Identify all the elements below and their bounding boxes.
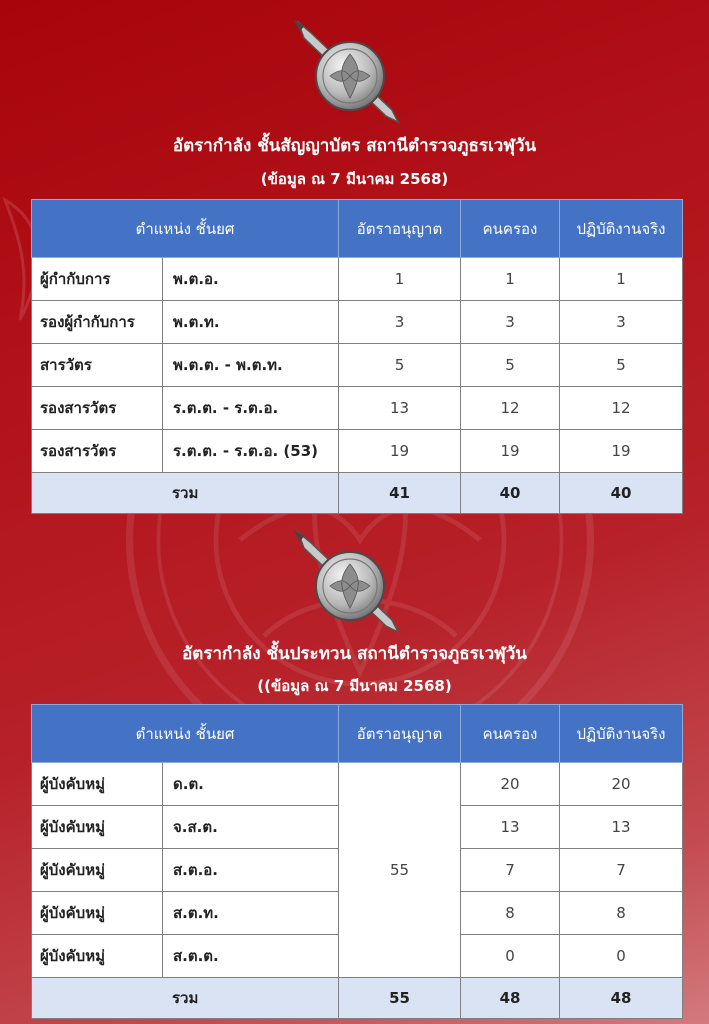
header-allowed: อัตราอนุญาต	[339, 200, 461, 258]
position-cell: รองผู้กำกับการ	[32, 301, 163, 344]
table-row	[32, 344, 683, 387]
police-shield-emblem	[290, 18, 420, 128]
commissioned-staffing-table	[31, 199, 683, 514]
header-allowed: อัตราอนุญาต	[339, 705, 461, 763]
table-header-row	[32, 705, 683, 763]
header-position-rank: ตำแหน่ง ชั้นยศ	[32, 705, 339, 763]
rank-cell: พ.ต.ต. - พ.ต.ท.	[163, 344, 339, 387]
rank-cell: ด.ต.	[163, 763, 339, 806]
rank-cell: ส.ต.อ.	[163, 849, 339, 892]
actual-cell: 8	[560, 892, 683, 935]
held-cell: 13	[461, 806, 560, 849]
rank-cell: พ.ต.อ.	[163, 258, 339, 301]
rank-cell: จ.ส.ต.	[163, 806, 339, 849]
held-cell: 1	[461, 258, 560, 301]
rank-cell: พ.ต.ท.	[163, 301, 339, 344]
position-cell: ผู้บังคับหมู่	[32, 763, 163, 806]
rank-cell: ส.ต.ต.	[163, 935, 339, 978]
data-date-commissioned: (ข้อมูล ณ 7 มีนาคม 2568)	[260, 170, 449, 188]
held-cell: 7	[461, 849, 560, 892]
total-label: รวม	[32, 978, 339, 1019]
held-cell: 19	[461, 430, 560, 473]
data-date-noncommissioned: ((ข้อมูล ณ 7 มีนาคม 2568)	[257, 677, 452, 695]
allowed-cell: 19	[339, 430, 461, 473]
total-row	[32, 978, 683, 1019]
held-cell: 8	[461, 892, 560, 935]
actual-cell: 7	[560, 849, 683, 892]
actual-cell: 0	[560, 935, 683, 978]
actual-cell: 20	[560, 763, 683, 806]
table-row	[32, 430, 683, 473]
actual-cell: 12	[560, 387, 683, 430]
position-cell: รองสารวัตร	[32, 430, 163, 473]
page-title-noncommissioned: อัตรากำลัง ชั้นประทวน สถานีตำรวจภูธรเวฬุวัน	[182, 644, 527, 664]
table-row	[32, 301, 683, 344]
total-row	[32, 473, 683, 514]
rank-cell: ส.ต.ท.	[163, 892, 339, 935]
header-position-rank: ตำแหน่ง ชั้นยศ	[32, 200, 339, 258]
position-cell: ผู้บังคับหมู่	[32, 806, 163, 849]
actual-cell: 1	[560, 258, 683, 301]
held-cell: 20	[461, 763, 560, 806]
header-actual: ปฏิบัติงานจริง	[560, 705, 683, 763]
position-cell: ผู้บังคับหมู่	[32, 849, 163, 892]
header-held: คนครอง	[461, 705, 560, 763]
header-actual: ปฏิบัติงานจริง	[560, 200, 683, 258]
position-cell: สารวัตร	[32, 344, 163, 387]
allowed-cell: 5	[339, 344, 461, 387]
total-allowed: 55	[339, 978, 461, 1019]
actual-cell: 5	[560, 344, 683, 387]
total-actual: 48	[560, 978, 683, 1019]
total-actual: 40	[560, 473, 683, 514]
header-held: คนครอง	[461, 200, 560, 258]
actual-cell: 3	[560, 301, 683, 344]
noncommissioned-staffing-table	[31, 704, 683, 1019]
allowed-merged-cell: 55	[339, 763, 461, 978]
table-row	[32, 387, 683, 430]
allowed-cell: 13	[339, 387, 461, 430]
position-cell: ผู้บังคับหมู่	[32, 892, 163, 935]
table-header-row	[32, 200, 683, 258]
table-row	[32, 258, 683, 301]
held-cell: 12	[461, 387, 560, 430]
held-cell: 5	[461, 344, 560, 387]
held-cell: 0	[461, 935, 560, 978]
position-cell: รองสารวัตร	[32, 387, 163, 430]
total-label: รวม	[32, 473, 339, 514]
page-title-commissioned: อัตรากำลัง ชั้นสัญญาบัตร สถานีตำรวจภูธรเวฬุวัน	[172, 136, 537, 156]
total-allowed: 41	[339, 473, 461, 514]
held-cell: 3	[461, 301, 560, 344]
position-cell: ผู้บังคับหมู่	[32, 935, 163, 978]
position-cell: ผู้กำกับการ	[32, 258, 163, 301]
actual-cell: 19	[560, 430, 683, 473]
police-shield-emblem	[290, 528, 420, 638]
actual-cell: 13	[560, 806, 683, 849]
allowed-cell: 1	[339, 258, 461, 301]
total-held: 48	[461, 978, 560, 1019]
table-row	[32, 763, 683, 806]
total-held: 40	[461, 473, 560, 514]
rank-cell: ร.ต.ต. - ร.ต.อ.	[163, 387, 339, 430]
allowed-cell: 3	[339, 301, 461, 344]
rank-cell: ร.ต.ต. - ร.ต.อ. (53)	[163, 430, 339, 473]
